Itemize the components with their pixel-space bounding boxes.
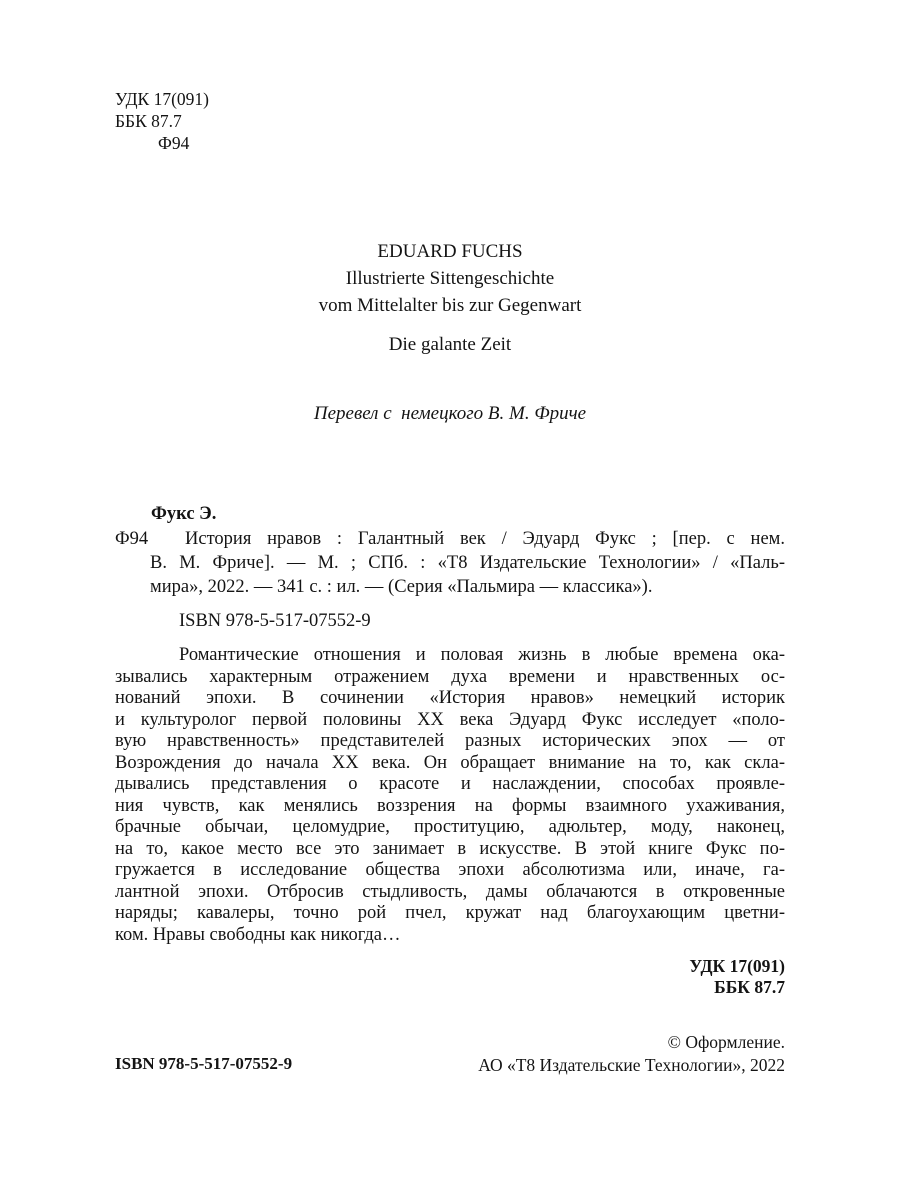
catalog-entry (115, 502, 785, 633)
catalog-line (115, 527, 785, 551)
catalog-author-heading: Фукс Э. (151, 504, 217, 524)
classification-codes-bottom (689, 956, 785, 998)
footer-isbn: ISBN 978-5-517-07552-9 (115, 1054, 293, 1073)
annotation (115, 645, 785, 946)
annotation-line: брачные обычаи, целомудрие, проституцию, адюльтер, моду, наконец, (115, 817, 785, 837)
annotation-line: дывались представления о красоте и наслаждении, способах проявле- (115, 774, 785, 794)
catalog-line-text: История нравов : Галантный век / Эдуард Фукс ; [пер. с нем. (185, 529, 785, 549)
original-title-line2: vom Mittelalter bis zur Gegenwart (318, 295, 582, 316)
catalog-isbn: ISBN 978-5-517-07552-9 (179, 611, 371, 631)
catalog-line: мира», 2022. — 341 с. : ил. — (Серия «Пальмира — классика»). (150, 577, 653, 597)
bbk-code-top: ББК 87.7 (115, 111, 182, 131)
catalog-line: В. М. Фриче]. — М. ; СПб. : «Т8 Издательские Технологии» / «Паль- (150, 553, 785, 573)
annotation-line: зывались характерным отражением духа времени и нравственных ос- (115, 666, 785, 687)
author-sign-top: Ф94 (158, 133, 190, 153)
annotation-line: Возрождения до начала XX века. Он обращает внимание на то, как скла- (115, 752, 785, 773)
annotation-line: наряды; кавалеры, точно рой пчел, кружат над благоухающим цветни- (115, 903, 785, 923)
udk-code-top: УДК 17(091) (115, 89, 210, 109)
udk-code-bottom: УДК 17(091) (689, 956, 785, 976)
author-sign-catalog: Ф94 (115, 529, 149, 549)
annotation-line: ком. Нравы свободны как никогда… (115, 924, 401, 945)
original-author: EDUARD FUCHS (377, 241, 523, 262)
annotation-line: вую нравственность» представителей разных исторических эпох — от (115, 731, 785, 751)
annotation-line: на то, какое место все это занимает в искусстве. В этой книге Фукс по- (115, 838, 785, 859)
bbk-code-bottom: ББК 87.7 (714, 977, 785, 997)
translator-note: Перевел с немецкого В. М. Фриче (313, 403, 587, 424)
copyright-design: © Оформление. (667, 1032, 785, 1052)
original-subtitle: Die galante Zeit (388, 334, 512, 355)
annotation-line: гружается в исследование общества эпохи абсолютизма или, иначе, га- (115, 860, 785, 880)
original-title-line1: Illustrierte Sittengeschichte (345, 268, 555, 289)
annotation-line: Романтические отношения и половая жизнь в любые времена ока- (179, 645, 785, 665)
copyright-block (478, 1031, 785, 1077)
annotation-line: ния чувств, как менялись воззрения на формы взаимного ухаживания, (115, 795, 785, 816)
annotation-line: и культуролог первой половины XX века Эдуард Фукс исследует «поло- (115, 709, 785, 730)
copyright-publisher: АО «Т8 Издательские Технологии», 2022 (478, 1055, 785, 1075)
original-title-block (0, 238, 900, 319)
annotation-line: лантной эпохи. Отбросив стыдливость, дамы облачаются в откровенные (115, 881, 785, 902)
annotation-line: нований эпохи. В сочинении «История нравов» немецкий историк (115, 688, 785, 708)
classification-codes-top (115, 88, 209, 154)
